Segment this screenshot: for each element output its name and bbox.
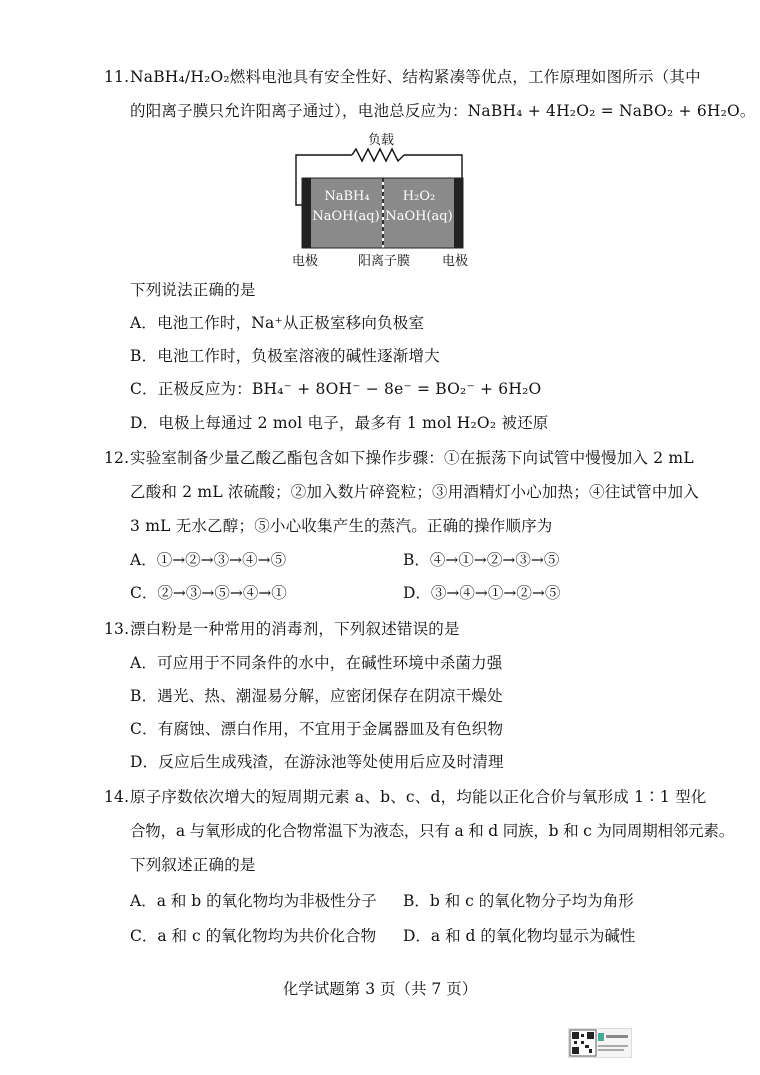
right-chamber-label-2: NaOH(aq) <box>385 209 453 224</box>
q12-option-c: C．②→③→⑤→④→① <box>130 584 287 602</box>
membrane-label: 阳离子膜 <box>358 254 411 269</box>
q14-option-d: D．a 和 d 的氧化物均显示为碱性 <box>403 927 636 945</box>
q12-option-a: A．①→②→③→④→⑤ <box>130 551 287 569</box>
q14-option-c: C．a 和 c 的氧化物均为共价化合物 <box>130 927 377 945</box>
q12-text-1: 实验室制备少量乙酸乙酯包含如下操作步骤：①在振荡下向试管中慢慢加入 2 mL <box>130 449 694 467</box>
left-chamber-label-1: NaBH₄ <box>324 189 370 204</box>
q11-option-d: D．电极上每通过 2 mol 电子，最多有 1 mol H₂O₂ 被还原 <box>130 414 549 432</box>
q12-line2: 乙酸和 2 mL 浓硫酸；②加入数片碎瓷粒；③用酒精灯小心加热；④往试管中加入 <box>130 483 699 501</box>
fuel-cell-diagram <box>290 133 480 269</box>
q12-option-b: B．④→①→②→③→⑤ <box>403 551 560 569</box>
right-electrode <box>454 178 463 248</box>
q11-text-1: NaBH₄/H₂O₂燃料电池具有安全性好、结构紧凑等优点，工作原理如图所示（其中 <box>130 68 701 86</box>
q12-line3: 3 mL 无水乙醇；⑤小心收集产生的蒸汽。正确的操作顺序为 <box>130 517 553 535</box>
q13-option-c: C．有腐蚀、漂白作用，不宜用于金属器皿及有色织物 <box>130 720 504 738</box>
q11-line2: 的阳离子膜只允许阳离子通过），电池总反应为：NaBH₄ + 4H₂O₂ = NaBO₂ + 6H₂O。 <box>130 102 756 120</box>
right-electrode-label: 电极 <box>442 254 469 269</box>
left-electrode-label: 电极 <box>292 254 319 269</box>
q14-text-1: 原子序数依次增大的短周期元素 a、b、c、d，均能以正化合价与氧形成 1∶1 型化 <box>130 788 707 806</box>
load-resistor-icon <box>352 149 404 161</box>
q12-option-d: D．③→④→①→②→⑤ <box>403 584 561 602</box>
qr-code-icon <box>568 1028 632 1058</box>
q11-stem: 下列说法正确的是 <box>130 281 256 299</box>
left-chamber-label-2: NaOH(aq) <box>312 209 380 224</box>
q14-line1 <box>104 787 706 807</box>
q11-option-b: B．电池工作时，负极室溶液的碱性逐渐增大 <box>130 347 440 365</box>
q13-text-1: 漂白粉是一种常用的消毒剂，下列叙述错误的是 <box>130 620 460 638</box>
q11-option-c: C．正极反应为：BH₄⁻ + 8OH⁻ − 8e⁻ = BO₂⁻ + 6H₂O <box>130 380 542 398</box>
load-label: 负载 <box>368 133 395 148</box>
q11-number: 11. <box>104 68 130 86</box>
q12-number: 12. <box>104 449 130 467</box>
q14-option-b: B．b 和 c 的氧化物分子均为角形 <box>403 892 634 910</box>
q13-option-a: A．可应用于不同条件的水中，在碱性环境中杀菌力强 <box>130 654 503 672</box>
q13-number: 13. <box>104 620 130 638</box>
page-footer: 化学试题第 3 页（共 7 页） <box>282 980 478 998</box>
q11-line1 <box>104 67 701 87</box>
q12-line1 <box>104 448 694 468</box>
q11-option-a: A．电池工作时，Na⁺从正极室移向负极室 <box>130 314 425 332</box>
q14-line2: 合物，a 与氧形成的化合物常温下为液态，只有 a 和 d 同族，b 和 c 为同周期相邻元素。 <box>130 822 735 840</box>
q13-option-d: D．反应后生成残渣，在游泳池等处使用后应及时清理 <box>130 753 504 771</box>
q13-line1 <box>104 619 460 639</box>
right-chamber-label-1: H₂O₂ <box>402 189 436 204</box>
q13-option-b: B．遇光、热、潮湿易分解，应密闭保存在阴凉干燥处 <box>130 687 503 705</box>
q14-option-a: A．a 和 b 的氧化物均为非极性分子 <box>130 892 377 910</box>
q14-stem: 下列叙述正确的是 <box>130 856 256 874</box>
q14-number: 14. <box>104 788 130 806</box>
